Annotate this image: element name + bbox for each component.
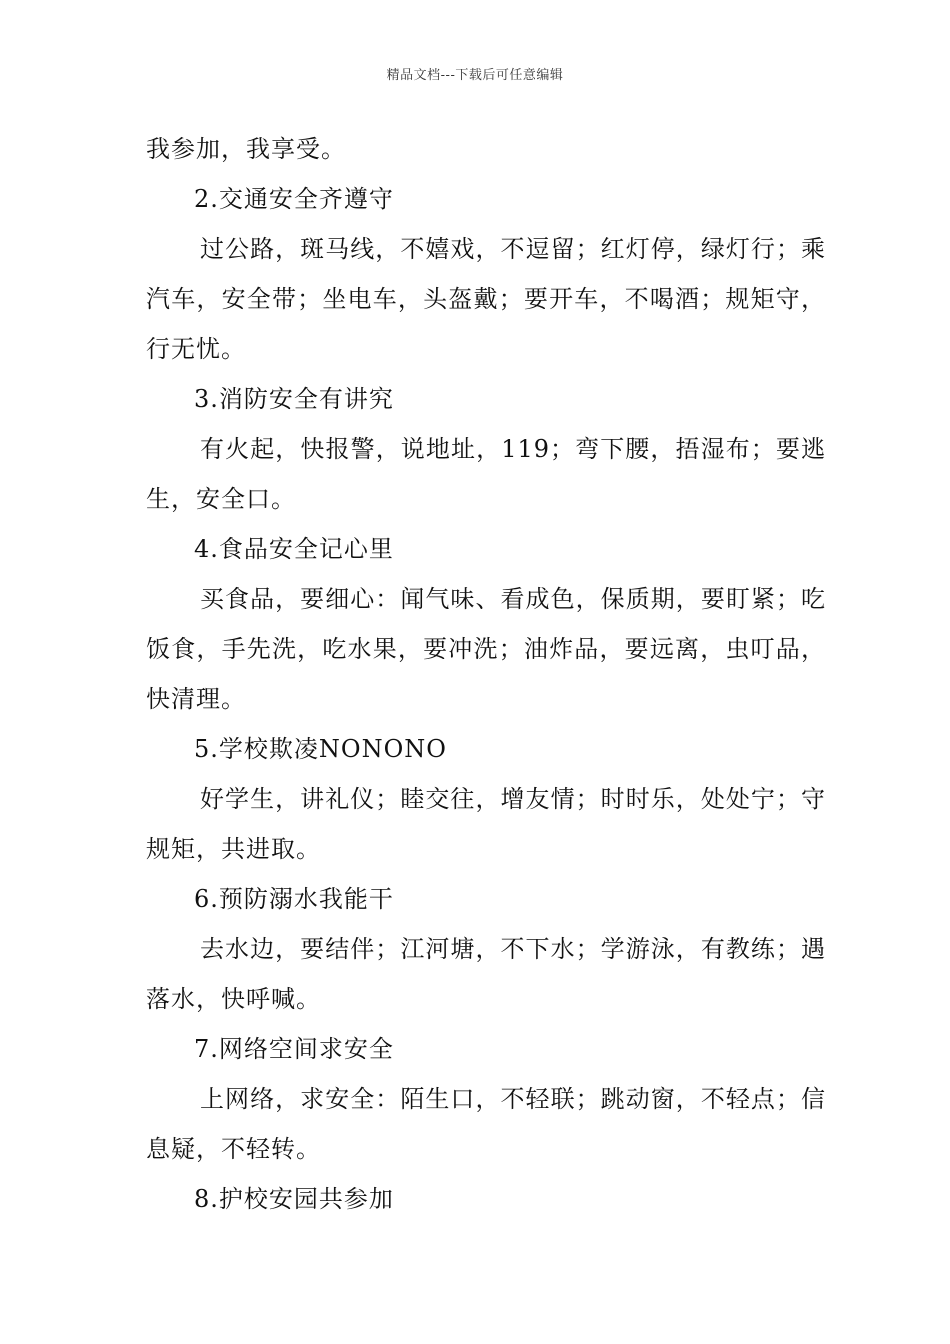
section-heading-network: 7.网络空间求安全 bbox=[194, 1035, 394, 1063]
section-heading-fire: 3.消防安全有讲究 bbox=[194, 385, 394, 413]
section-heading-campus: 8.护校安园共参加 bbox=[194, 1185, 394, 1213]
document-body bbox=[146, 124, 826, 1224]
lead-paragraph: 我参加，我享受。 bbox=[146, 135, 346, 163]
section-body-network: 上网络，求安全：陌生口，不轻联；跳动窗，不轻点；信息疑，不轻转。 bbox=[146, 1085, 826, 1163]
section-heading-food: 4.食品安全记心里 bbox=[194, 535, 394, 563]
section-body-drowning: 去水边，要结伴；江河塘，不下水；学游泳，有教练；遇落水，快呼喊。 bbox=[146, 935, 826, 1013]
section-heading-drowning: 6.预防溺水我能干 bbox=[194, 885, 394, 913]
section-body-fire: 有火起，快报警，说地址，119；弯下腰，捂湿布；要逃生，安全口。 bbox=[146, 435, 826, 513]
section-heading-bullying: 5.学校欺凌NONONO bbox=[194, 735, 447, 763]
section-heading-traffic: 2.交通安全齐遵守 bbox=[194, 185, 394, 213]
section-body-food: 买食品，要细心：闻气味、看成色，保质期，要盯紧；吃饭食，手先洗，吃水果，要冲洗；油炸品，要远离，虫叮品，快清理。 bbox=[146, 585, 826, 713]
section-body-bullying: 好学生，讲礼仪；睦交往，增友情；时时乐，处处宁；守规矩，共进取。 bbox=[146, 785, 826, 863]
section-body-traffic: 过公路，斑马线，不嬉戏，不逗留；红灯停，绿灯行；乘汽车，安全带；坐电车，头盔戴；要开车，不喝酒；规矩守，行无忧。 bbox=[146, 235, 826, 363]
page-header: 精品文档---下载后可任意编辑 bbox=[386, 68, 564, 83]
